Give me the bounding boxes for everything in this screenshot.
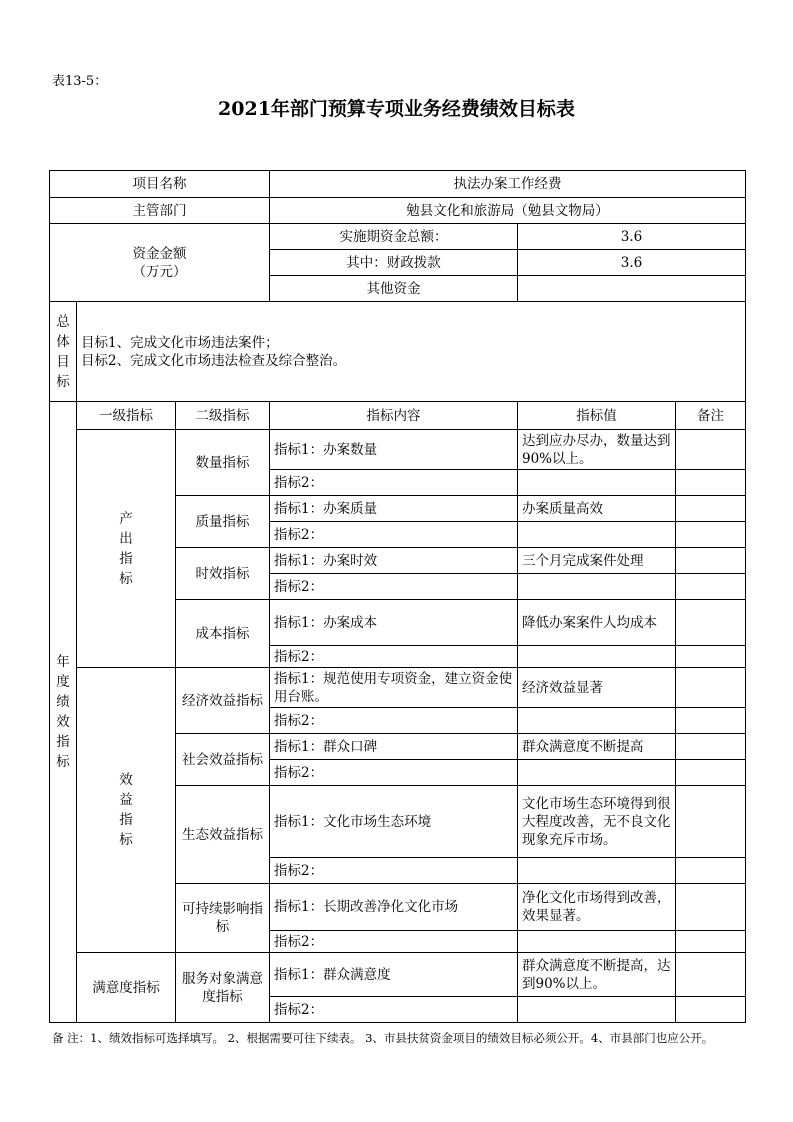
department-row <box>50 198 746 224</box>
fund-unit-label: （万元） <box>132 263 187 280</box>
fund-total-label: 实施期资金总额： <box>270 224 518 250</box>
col-header-level1: 一级指标 <box>77 402 176 430</box>
indicator-value <box>518 470 676 496</box>
col-header-value: 指标值 <box>518 402 676 430</box>
indicator-value: 三个月完成案件处理 <box>518 548 676 574</box>
indicator-content: 指标1：文化市场生态环境 <box>270 786 518 858</box>
overall-goal-content <box>77 302 746 402</box>
fund-fiscal-value: 3.6 <box>518 250 746 276</box>
indicator-remark <box>676 646 746 668</box>
level2-indicator: 时效指标 <box>176 548 270 600</box>
level2-indicator: 社会效益指标 <box>176 734 270 786</box>
indicator-remark <box>676 496 746 522</box>
indicator-value <box>518 760 676 786</box>
level2-indicator: 成本指标 <box>176 600 270 668</box>
indicator-content: 指标2： <box>270 646 518 668</box>
indicator-header-row <box>50 402 746 430</box>
indicator-value <box>518 708 676 734</box>
goal-line: 目标1、完成文化市场违法案件； <box>81 334 279 351</box>
indicator-content: 指标1：办案时效 <box>270 548 518 574</box>
department-value: 勉县文化和旅游局（勉县文物局） <box>270 198 746 224</box>
fund-fiscal-label: 其中：财政拨款 <box>270 250 518 276</box>
indicator-value: 达到应办尽办，数量达到90%以上。 <box>518 430 676 470</box>
indicator-value <box>518 574 676 600</box>
indicator-remark <box>676 600 746 646</box>
indicator-remark <box>676 734 746 760</box>
indicator-remark <box>676 953 746 997</box>
level2-indicator: 生态效益指标 <box>176 786 270 884</box>
col-header-remark: 备注 <box>676 402 746 430</box>
page-title: 2021年部门预算专项业务经费绩效目标表 <box>218 98 575 120</box>
footnote: 备 注：1、绩效指标可选择填写。 2、根据需要可往下续表。 3、市县扶贫资金项目的绩效目标必须公开。4、市县部门也应公开。 <box>52 1031 714 1045</box>
indicator-content: 指标1：办案数量 <box>270 430 518 470</box>
indicator-content: 指标2： <box>270 931 518 953</box>
table-row <box>50 430 746 470</box>
overall-goal-label: 总体目标 <box>50 302 77 402</box>
indicator-content: 指标2： <box>270 997 518 1023</box>
indicator-content: 指标1：办案质量 <box>270 496 518 522</box>
level2-indicator: 质量指标 <box>176 496 270 548</box>
group-output-label: 产出指标 <box>77 430 176 668</box>
indicator-content: 指标1：群众满意度 <box>270 953 518 997</box>
indicator-content: 指标2： <box>270 858 518 884</box>
level2-indicator: 可持续影响指标 <box>176 884 270 953</box>
indicator-value: 经济效益显著 <box>518 668 676 708</box>
col-header-content: 指标内容 <box>270 402 518 430</box>
indicator-content: 指标1：群众口碑 <box>270 734 518 760</box>
fund-amount-label: 资金金额 <box>132 245 187 262</box>
indicator-value: 群众满意度不断提高 <box>518 734 676 760</box>
col-header-level2: 二级指标 <box>176 402 270 430</box>
table-row <box>50 668 746 708</box>
indicator-remark <box>676 786 746 858</box>
indicator-value <box>518 997 676 1023</box>
level2-indicator: 数量指标 <box>176 430 270 496</box>
indicator-remark <box>676 931 746 953</box>
group-satisfaction-label: 满意度指标 <box>77 953 176 1023</box>
indicator-content: 指标1：办案成本 <box>270 600 518 646</box>
indicator-remark <box>676 430 746 470</box>
indicator-content: 指标2： <box>270 574 518 600</box>
performance-target-table <box>49 170 746 1023</box>
indicator-content: 指标1：规范使用专项资金，建立资金使用台账。 <box>270 668 518 708</box>
project-name-value: 执法办案工作经费 <box>270 171 746 198</box>
indicator-content: 指标2： <box>270 708 518 734</box>
fund-other-value <box>518 276 746 302</box>
indicator-remark <box>676 522 746 548</box>
indicator-remark <box>676 760 746 786</box>
goal-line: 目标2、完成文化市场违法检查及综合整治。 <box>81 352 347 369</box>
indicator-content: 指标2： <box>270 470 518 496</box>
indicator-remark <box>676 708 746 734</box>
department-label: 主管部门 <box>50 198 270 224</box>
indicator-content: 指标2： <box>270 760 518 786</box>
level2-indicator: 服务对象满意度指标 <box>176 953 270 1023</box>
table-number-label: 表13-5： <box>52 74 108 89</box>
overall-goal-row <box>50 302 746 402</box>
indicator-remark <box>676 997 746 1023</box>
indicator-value: 降低办案案件人均成本 <box>518 600 676 646</box>
fund-total-value: 3.6 <box>518 224 746 250</box>
indicator-remark <box>676 858 746 884</box>
indicator-value <box>518 522 676 548</box>
indicator-remark <box>676 548 746 574</box>
level2-indicator: 经济效益指标 <box>176 668 270 734</box>
table-row <box>50 953 746 997</box>
indicator-value: 净化文化市场得到改善，效果显著。 <box>518 884 676 931</box>
project-name-label: 项目名称 <box>50 171 270 198</box>
fund-other-label: 其他资金 <box>270 276 518 302</box>
indicator-content: 指标1：长期改善净化文化市场 <box>270 884 518 931</box>
fund-amount-cell <box>50 224 270 302</box>
fund-total-row <box>50 224 746 250</box>
indicator-value <box>518 858 676 884</box>
annual-indicator-label: 年度绩效指标 <box>50 402 77 1023</box>
indicator-remark <box>676 574 746 600</box>
indicator-value <box>518 646 676 668</box>
indicator-value <box>518 931 676 953</box>
indicator-value: 文化市场生态环境得到很大程度改善，无不良文化现象充斥市场。 <box>518 786 676 858</box>
group-benefit-label: 效益指标 <box>77 668 176 953</box>
indicator-value: 办案质量高效 <box>518 496 676 522</box>
indicator-value: 群众满意度不断提高，达到90%以上。 <box>518 953 676 997</box>
project-name-row <box>50 171 746 198</box>
indicator-content: 指标2： <box>270 522 518 548</box>
indicator-remark <box>676 470 746 496</box>
indicator-remark <box>676 668 746 708</box>
indicator-remark <box>676 884 746 931</box>
